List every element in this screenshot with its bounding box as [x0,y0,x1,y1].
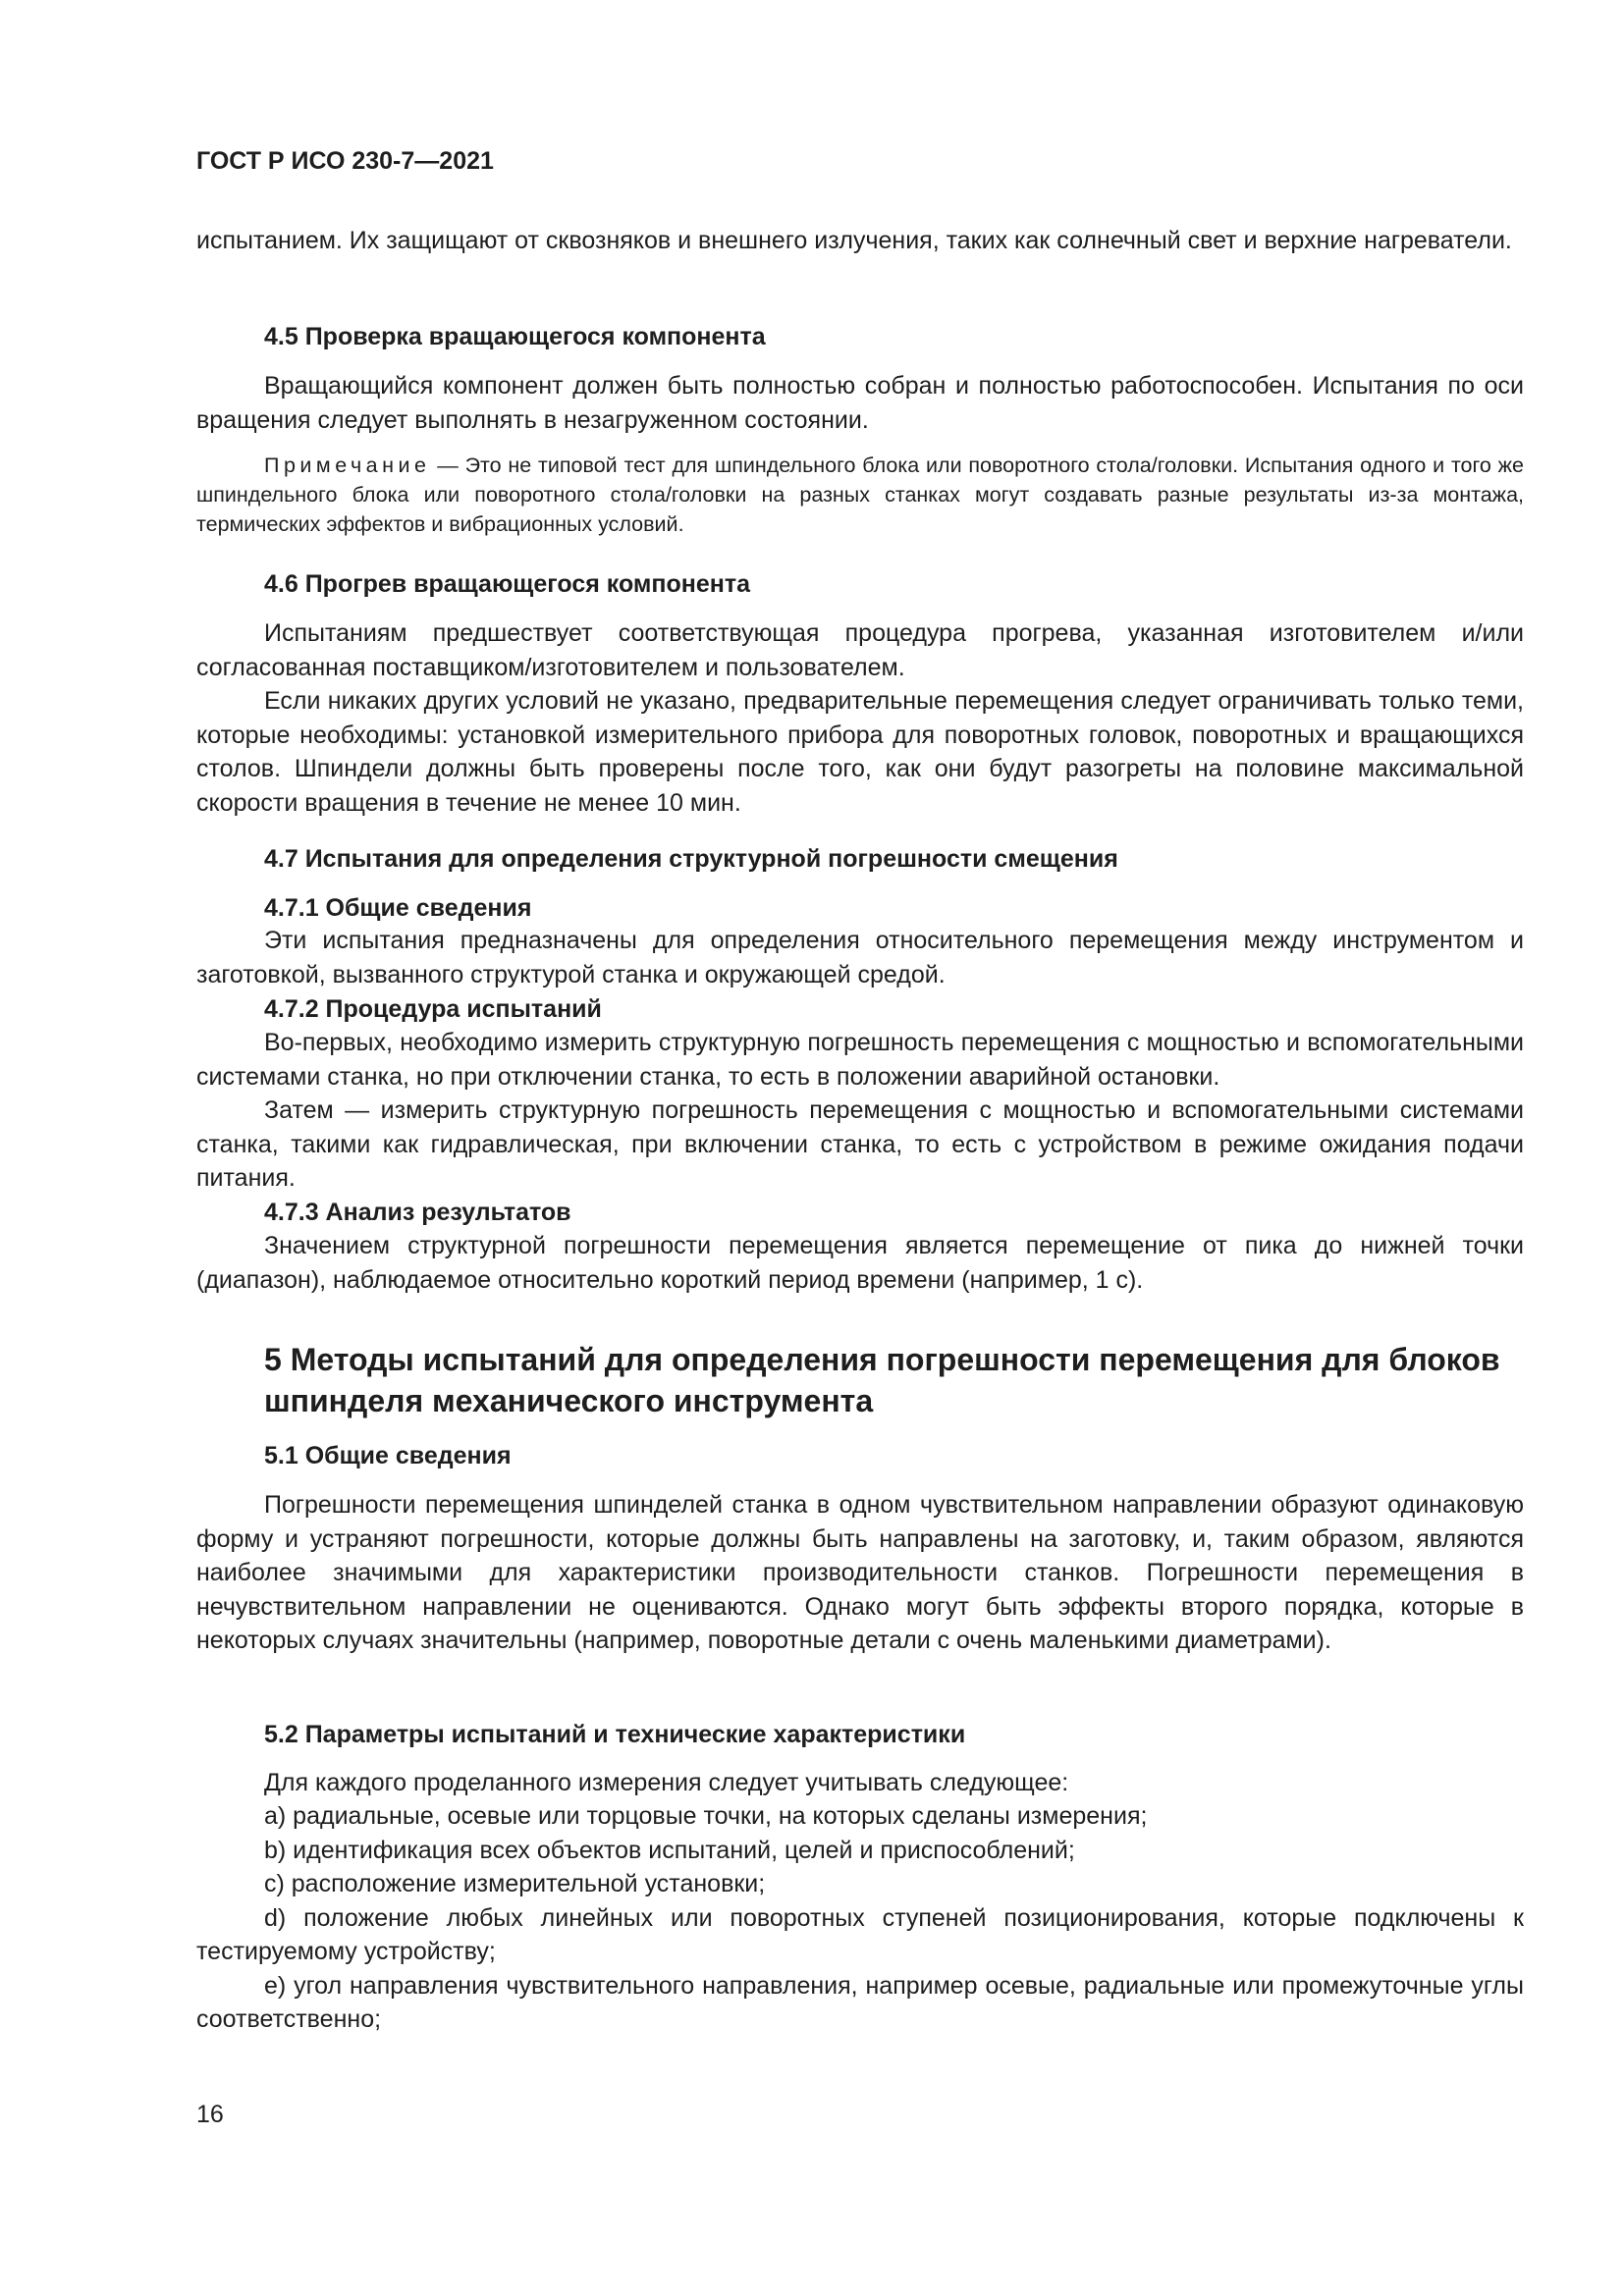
list-item: a) радиальные, осевые или торцовые точки, на которых сделаны измерения; [264,1802,1148,1830]
note-label: Примечание [264,454,431,477]
section-4-7-heading: 4.7 Испытания для определения структурной погрешности смещения [264,845,1118,873]
section-4-7-3-paragraph: Значением структурной погрешности перемещения является перемещение от пика до нижней точки (диапазон), наблюдаемое относительно короткий период времени (например, 1 с). [196,1232,1524,1294]
continued-paragraph: испытанием. Их защищают от сквозняков и внешнего излучения, таких как солнечный свет и верхние нагреватели. [196,227,1512,254]
section-4-6-paragraph-1: Испытаниям предшествует соответствующая процедура прогрева, указанная изготовителем и/или согласованная поставщиком/изготовителем и пользователем. [196,619,1524,681]
list-item: c) расположение измерительной установки; [264,1870,766,1897]
section-5-2-heading: 5.2 Параметры испытаний и технические характеристики [264,1721,966,1748]
section-4-5-heading: 4.5 Проверка вращающегося компонента [264,323,766,350]
page-number: 16 [196,2101,224,2128]
section-4-7-2-paragraph-2: Затем — измерить структурную погрешность перемещения с мощностью и вспомогательными системами станка, такими как гидравлическая, при включении станка, то есть с устройством в режиме ожидания подачи питания. [196,1096,1524,1192]
section-4-5-paragraph: Вращающийся компонент должен быть полностью собран и полностью работоспособен. Испытания по оси вращения следует выполнять в незагруженном состоянии. [196,372,1524,434]
section-5-1-paragraph: Погрешности перемещения шпинделей станка в одном чувствительном направлении образуют одинаковую форму и устраняют погрешности, которые должны быть направлены на заготовку, и, таким образом, являются наиболее значимыми для характеристики производительности станков. Погрешности перемещения в нечувствительном направлении не оцениваются. Однако могут быть эффекты второго порядка, которые в некоторых случаях значительны (например, поворотные детали с очень маленькими диаметрами). [196,1491,1524,1654]
section-4-7-1-heading: 4.7.1 Общие сведения [264,894,532,922]
section-4-7-2-paragraph-1: Во-первых, необходимо измерить структурную погрешность перемещения с мощностью и вспомогательными системами станка, но при отключении станка, то есть в положении аварийной остановки. [196,1029,1524,1091]
list-item: d) положение любых линейных или поворотных ступеней позиционирования, которые подключены к тестируемому устройству; [196,1903,1524,1965]
section-4-7-2-heading: 4.7.2 Процедура испытаний [264,995,602,1023]
document-header-id: ГОСТ Р ИСО 230-7—2021 [196,147,494,175]
note-text: — Это не типовой тест для шпиндельного блока или поворотного стола/головки. Испытания одного и того же шпиндельного блока или поворотного стола/головки на разных станках могут создавать разные результаты из-за монтажа, термических эффектов и вибрационных условий. [196,454,1524,536]
section-5-1-heading: 5.1 Общие сведения [264,1442,512,1469]
section-5-heading: 5 Методы испытаний для определения погрешности перемещения для блоков шпинделя механического инструмента [264,1342,1500,1418]
section-4-6-paragraph-2: Если никаких других условий не указано, предварительные перемещения следует ограничивать только теми, которые необходимы: установкой измерительного прибора для поворотных головок, поворотных и вращающихся столов. Шпиндели должны быть проверены после того, как они будут разогреты на половине максимальной скорости вращения в течение не менее 10 мин. [196,687,1524,817]
list-item: e) угол направления чувствительного направления, например осевые, радиальные или промежуточные углы соответственно; [196,1971,1524,2033]
section-5-2-intro: Для каждого проделанного измерения следует учитывать следующее: [264,1769,1069,1796]
section-4-7-3-heading: 4.7.3 Анализ результатов [264,1199,571,1226]
list-item: b) идентификация всех объектов испытаний, целей и приспособлений; [264,1836,1075,1864]
section-4-6-heading: 4.6 Прогрев вращающегося компонента [264,570,751,598]
section-4-5-note [196,451,1524,539]
section-5-2-list [196,1799,1524,2037]
section-4-7-1-paragraph: Эти испытания предназначены для определения относительного перемещения между инструментом и заготовкой, вызванного структурой станка и окружающей средой. [196,927,1524,988]
